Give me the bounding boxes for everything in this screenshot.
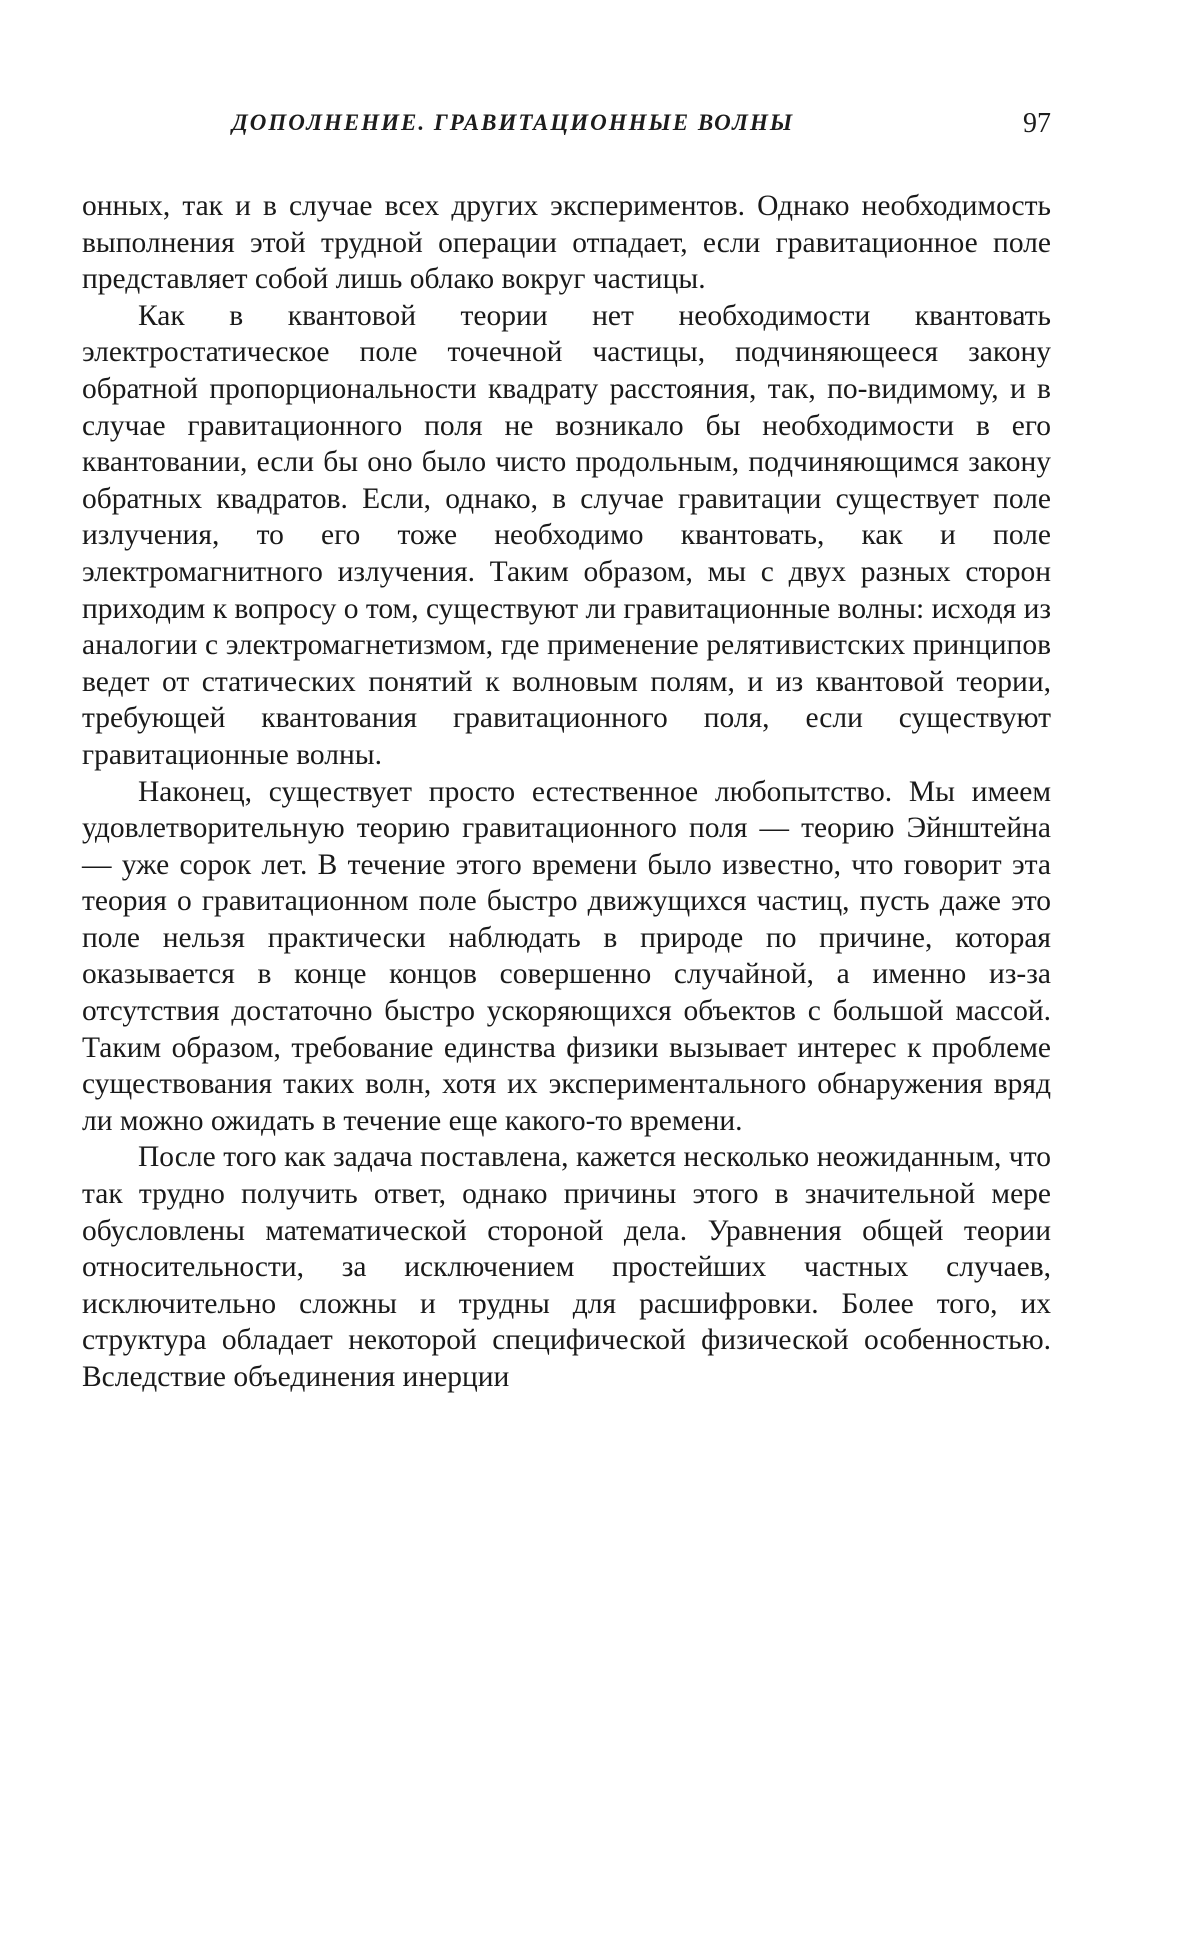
- paragraph: Как в квантовой теории нет необходимости квантовать электростатическое поле точечной частицы, подчиняющееся закону обратной пропорциональности квадрату расстояния, так, по-видимому, и в случае гравитационного поля не возникало бы необходимости в его квантовании, если бы оно было чисто продольным, подчиняющимся закону обратных квадратов. Если, однако, в случае гравитации существует поле излучения, то его тоже необходимо квантовать, как и поле электромагнитного излучения. Таким образом, мы с двух разных сторон приходим к вопросу о том, существуют ли гравитационные волны: исходя из аналогии с электромагнетизмом, где применение релятивистских принципов ведет от статических понятий к волновым полям, и из квантовой теории, требующей квантования гравитационного поля, если существуют гравитационные волны.: [82, 299, 1052, 771]
- body-text: [82, 188, 1051, 1396]
- running-title: ДОПОЛНЕНИЕ. ГРАВИТАЦИОННЫЕ ВОЛНЫ: [232, 110, 795, 135]
- running-head: [232, 110, 1051, 150]
- paragraph-continuation: онных, так и в случае всех других экспериментов. Однако необходимость выполнения этой трудной операции отпадает, если гравитационное поле представляет собой лишь облако вокруг частицы.: [82, 190, 1051, 296]
- paragraph: После того как задача поставлена, кажется несколько неожиданным, что так трудно получить ответ, однако причины этого в значительной мере обусловлены математической стороной дела. Уравнения общей теории относительности, за исключением простейших частных случаев, исключительно сложны и трудны для расшифровки. Более того, их структура обладает некоторой специфической физической особенностью. Вследствие объединения инерции: [82, 1141, 1051, 1393]
- page-number: 97: [1023, 108, 1051, 139]
- paragraph: Наконец, существует просто естественное любопытство. Мы имеем удовлетворительную теорию гравитационного поля — теорию Эйнштейна — уже сорок лет. В течение этого времени было известно, что говорит эта теория о гравитационном поле быстро движущихся частиц, пусть даже это поле нельзя практически наблюдать в природе по причине, которая оказывается в конце концов совершенно случайной, а именно из-за отсутствия достаточно быстро ускоряющихся объектов с большой массой. Таким образом, требование единства физики вызывает интерес к проблеме существования таких волн, хотя их экспериментального обнаружения вряд ли можно ожидать в течение еще какого-то времени.: [82, 775, 1051, 1137]
